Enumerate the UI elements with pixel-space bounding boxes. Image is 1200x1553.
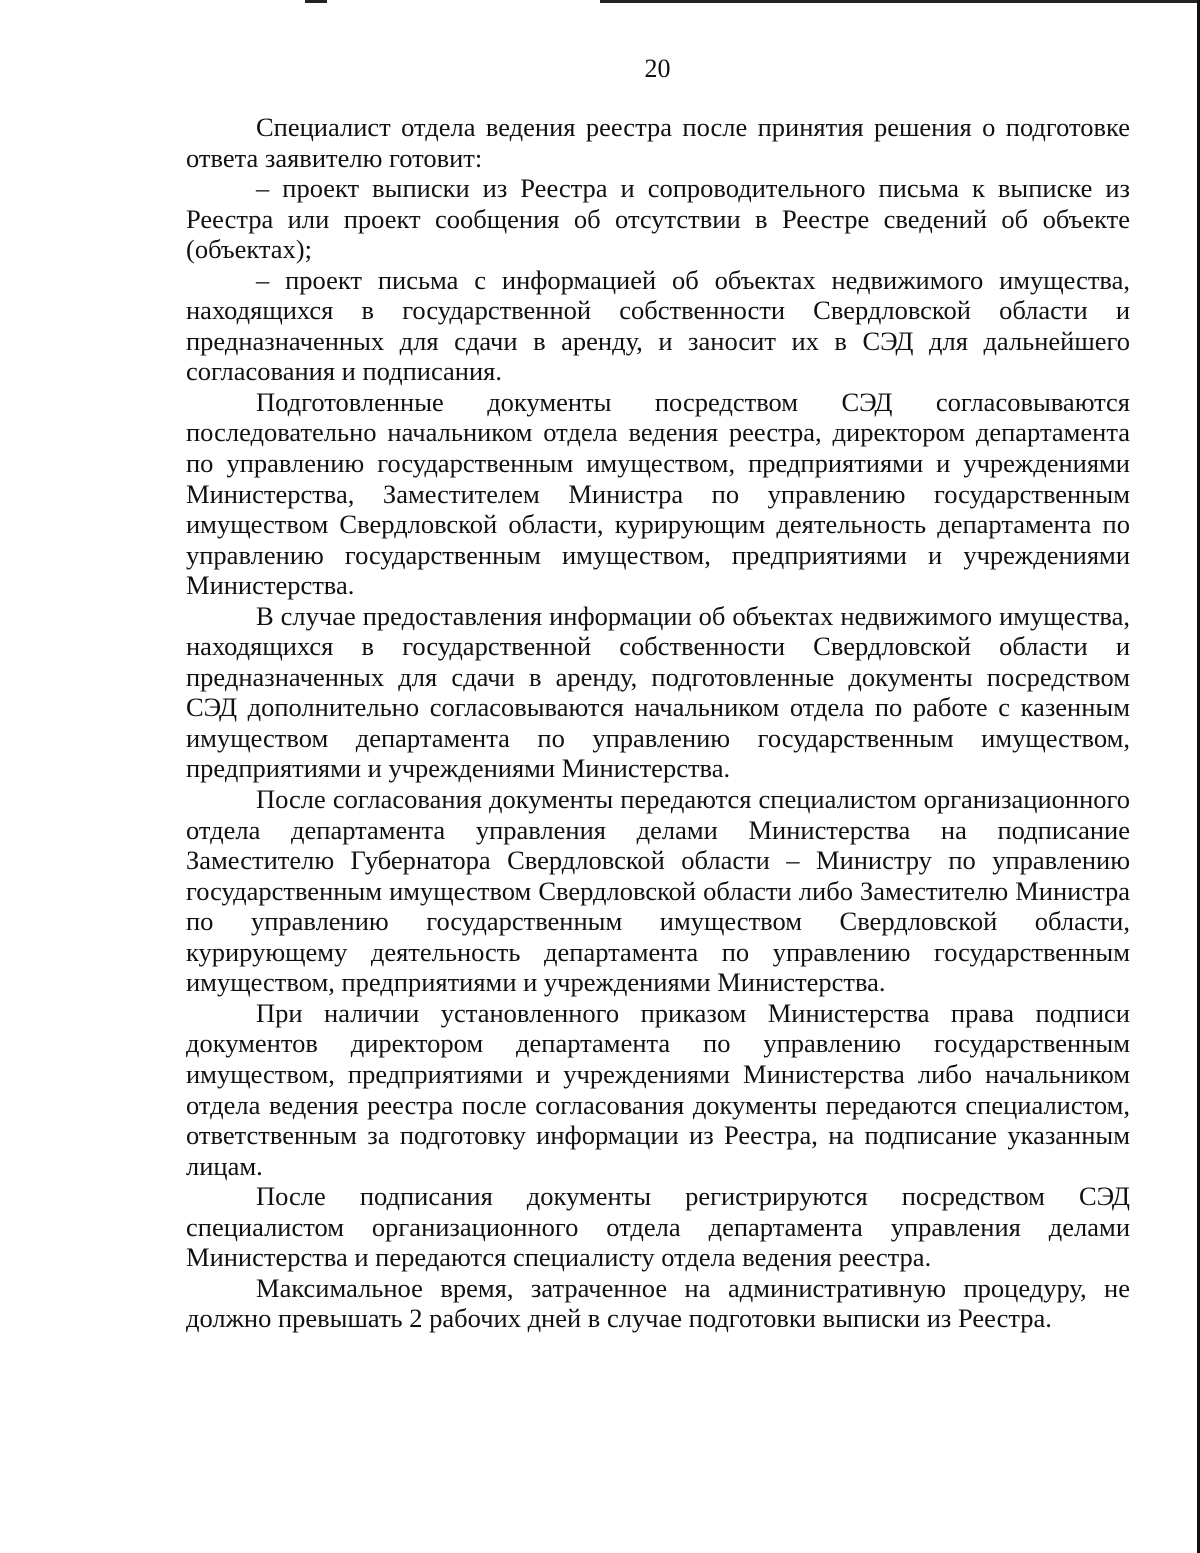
scan-edge-mark-left [305, 0, 327, 3]
document-body [186, 112, 1130, 1334]
paragraph-registration: После подписания документы регистрируются посредством СЭД специалистом организационного отдела департамента управления делами Министерства и передаются специалисту отдела ведения реестра. [186, 1181, 1130, 1273]
paragraph-approval-sequence: Подготовленные документы посредством СЭД согласовываются последовательно начальником отдела ведения реестра, директором департамента по управлению государственным имуществом, предприятиями и учреждениями Министерства, Заместителем Министра по управлению государственным имуществом Свердловской области, курирующим деятельность департамента по управлению государственным имуществом, предприятиями и учреждениями Министерства. [186, 386, 1130, 601]
paragraph-extract-draft: – проект выписки из Реестра и сопроводительного письма к выписке из Реестра или проект сообщения об отсутствии в Реестре сведений об объекте (объектах); [186, 173, 1130, 265]
paragraph-signing-transfer: После согласования документы передаются специалистом организационного отдела департамента управления делами Министерства на подписание Заместителю Губернатора Свердловской области – Министру по управлению государственным имуществом Свердловской области либо Заместителю Министра по управлению государственным имуществом Свердловской области, курирующему деятельность департамента по управлению государственным имуществом, предприятиями и учреждениями Министерства. [186, 784, 1130, 998]
paragraph-letter-draft: – проект письма с информацией об объектах недвижимого имущества, находящихся в государственной собственности Свердловской области и предназначенных для сдачи в аренду, и заносит их в СЭД для дальнейшего согласования и подписания. [186, 264, 1130, 387]
paragraph-max-time: Максимальное время, затраченное на административную процедуру, не должно превышать 2 рабочих дней в случае подготовки выписки из Реестра. [186, 1272, 1130, 1334]
paragraph-signature-right: При наличии установленного приказом Министерства права подписи документов директором департамента по управлению государственным имуществом, предприятиями и учреждениями Министерства либо начальником отдела ведения реестра после согласования документы передаются специалистом, ответственным за подготовку информации из Реестра, на подписание указанным лицам. [186, 997, 1130, 1181]
paragraph-rental-approval: В случае предоставления информации об объектах недвижимого имущества, находящихся в государственной собственности Свердловской области и предназначенных для сдачи в аренду, подготовленные документы посредством СЭД дополнительно согласовываются начальником отдела по работе с казенным имуществом департамента по управлению государственным имуществом, предприятиями и учреждениями Министерства. [186, 600, 1130, 784]
scan-edge-mark-right [600, 0, 1200, 3]
page-number: 20 [644, 54, 671, 83]
paragraph-specialist-prepares: Специалист отдела ведения реестра после принятия решения о подготовке ответа заявителю готовит: [186, 112, 1130, 173]
